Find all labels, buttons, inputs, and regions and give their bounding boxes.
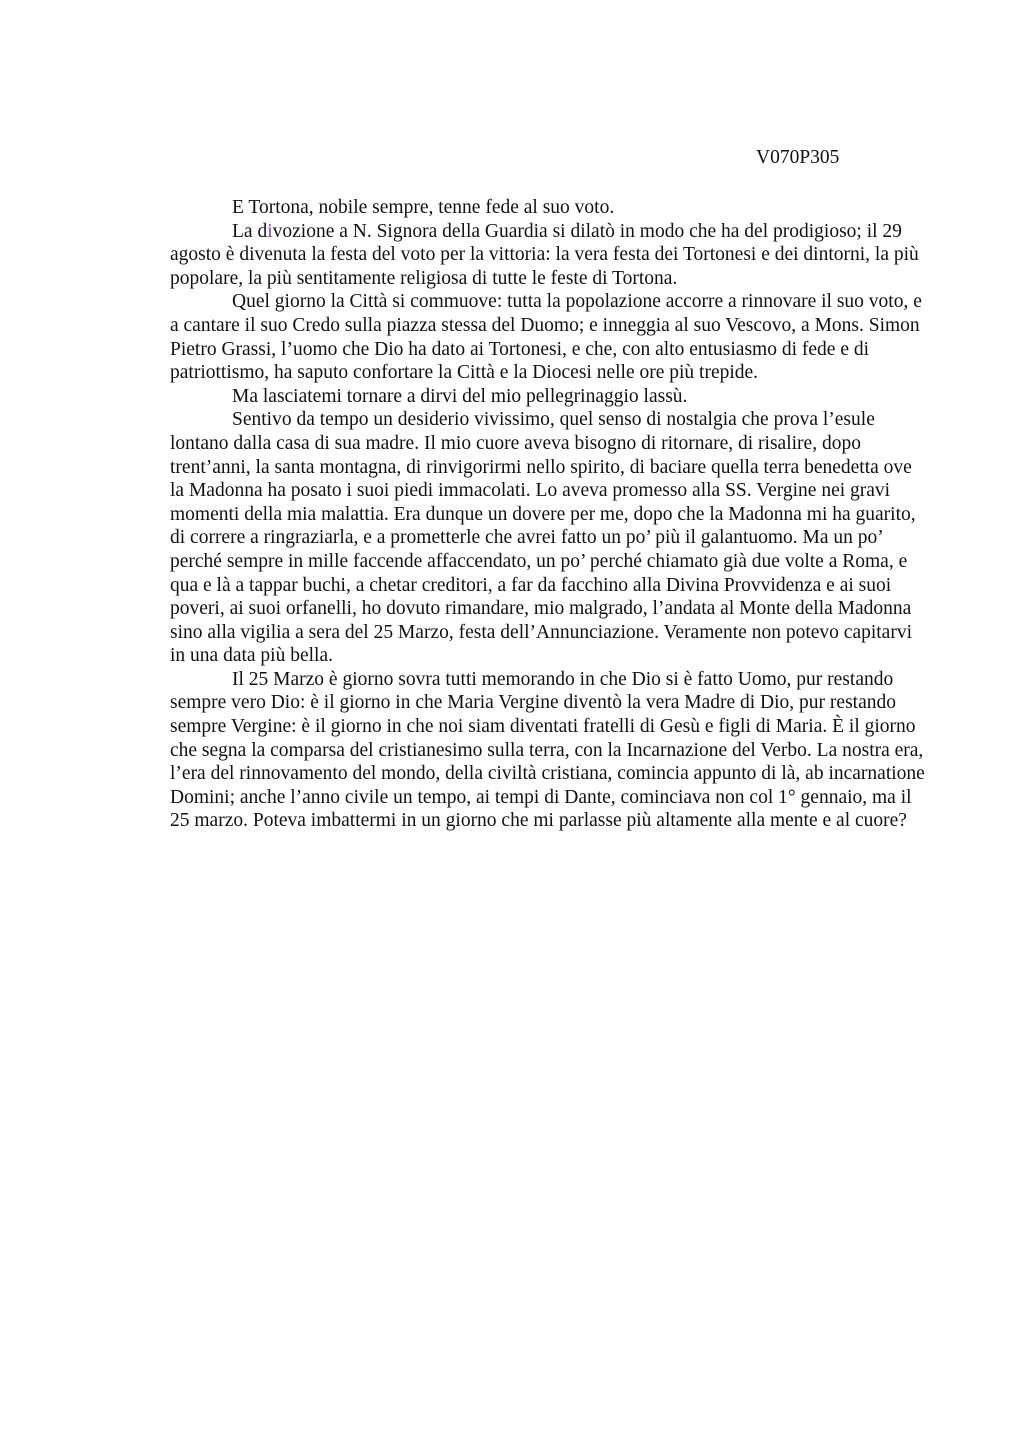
- paragraph-1: E Tortona, nobile sempre, tenne fede al suo voto.: [232, 197, 615, 218]
- paragraph-2-start: La d: [232, 220, 268, 242]
- paragraph-5: Sentivo da tempo un desiderio vivissimo, quel senso di nostalgia che prova l’esule lontano dalla casa di sua madre. Il mio cuore aveva bisogno di ritornare, di risalire, dopo trent’anni, la santa montagna, di rinvigorirmi nello spirito, di baciare quella terra benedetta ove la Madonna ha posato i suoi piedi immacolati. Lo aveva promesso alla SS. Vergine nei gravi momenti della mia malattia. Era dunque un dovere per me, dopo che la Madonna mi ha guarito, di correre a ringraziarla, e a prometterle che avrei fatto un po’ più il galantuomo. Ma un po’ perché sempre in mille faccende affaccendato, un po’ perché chiamato già due volte a Roma, e qua e là a tappar buchi, a chetar creditori, a far da facchino alla Divina Provvidenza e ai suoi poveri, ai suoi orfanelli, ho dovuto rimandare, mio malgrado, l’andata al Monte della Madonna sino alla vigilia a sera del 25 Marzo, festa dell’Annunciazione. Veramente non potevo capitarvi in una data più bella.: [170, 409, 916, 667]
- page-code: V070P305: [756, 147, 840, 168]
- body-text: [170, 196, 926, 833]
- paragraph-3: Quel giorno la Città si commuove: tutta la popolazione accorre a rinnovare il suo voto, e a cantare il suo Credo sulla piazza stessa del Duomo; e inneggia al suo Vescovo, a Mons. Simon Pietro Grassi, l’uomo che Dio ha dato ai Tortonesi, e che, con alto entusiasmo di fede e di patriottismo, ha saputo confortare la Città e la Diocesi nelle ore più trepide.: [170, 291, 922, 384]
- paragraph-4: Ma lasciatemi tornare a dirvi del mio pellegrinaggio lassù.: [232, 385, 688, 407]
- paragraph-2-rest: vozione a N. Signora della Guardia si dilatò in modo che ha del prodigioso; il 29 agosto è divenuta la festa del voto per la vittoria: la vera festa dei Tortonesi e dei dintorni, la più popolare, la più sentitamente religiosa di tutte le feste di Tortona.: [170, 220, 919, 289]
- highlighted-letter: i: [267, 220, 273, 242]
- paragraph-2: [170, 220, 926, 291]
- paragraph-6: Il 25 Marzo è giorno sovra tutti memorando in che Dio si è fatto Uomo, pur restando sempre vero Dio: è il giorno in che Maria Vergine diventò la vera Madre di Dio, pur restando sempre Vergine: è il giorno in che noi siam diventati fratelli di Gesù e figli di Maria. È il giorno che segna la comparsa del cristianesimo sulla terra, con la Incarnazione del Verbo. La nostra era, l’era del rinnovamento del mondo, della civiltà cristiana, comincia appunto di là, ab incarnatione Domini; anche l’anno civile un tempo, ai tempi di Dante, cominciava non col 1° gennaio, ma il 25 marzo. Poteva imbattermi in un giorno che mi parlasse più altamente alla mente e al cuore?: [170, 668, 925, 832]
